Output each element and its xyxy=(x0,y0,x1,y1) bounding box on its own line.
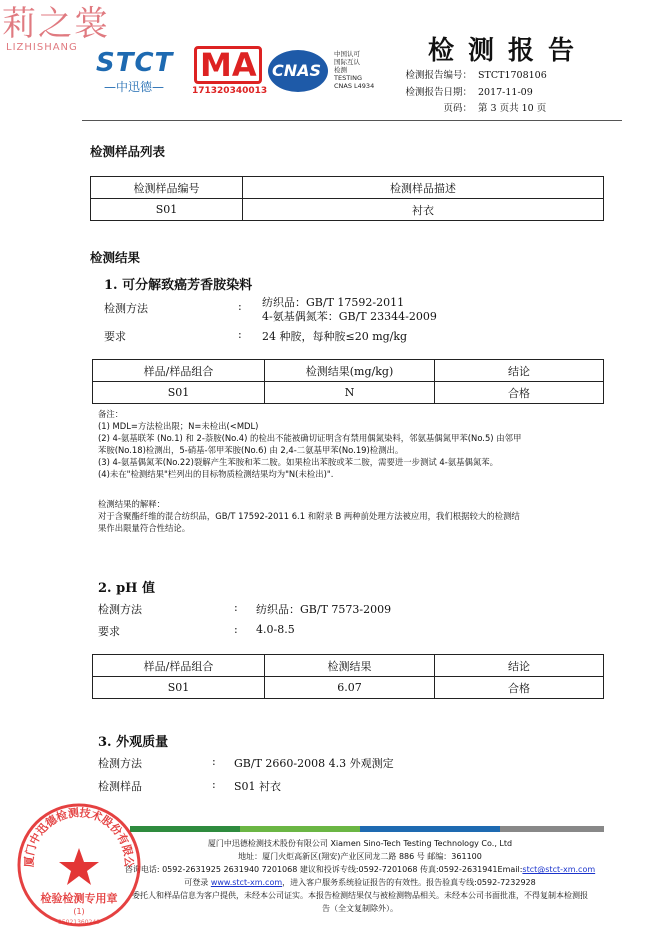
explanation-line: 对于含聚酯纤维的混合纺织品，GB/T 17592-2011 6.1 和附录 B 两种前处理方法被应用，我们根据较大的检测结 xyxy=(98,511,520,521)
footer-email-link[interactable]: stct@stct-xm.com xyxy=(522,865,596,874)
report-date-label: 检测报告日期： xyxy=(405,87,472,98)
cnas-info-line: 检测 xyxy=(334,66,347,74)
table-header-row xyxy=(93,360,604,382)
footer-disclaimer-2: 告（全文复制除外）。 xyxy=(322,904,398,913)
note-line: (1) MDL=方法检出限；N=未检出(<MDL) xyxy=(98,421,259,431)
page-number-label: 页码： xyxy=(443,103,472,114)
page-number-row xyxy=(398,100,546,114)
footer-bar-segment xyxy=(500,826,604,832)
report-date-row xyxy=(398,84,533,98)
method-label: 检测方法 xyxy=(104,302,148,315)
footer-color-bar xyxy=(130,826,604,832)
requirement-label: 要求 xyxy=(98,625,120,638)
report-number-row xyxy=(398,67,547,81)
table-header-row xyxy=(93,655,604,677)
sample-label: 检测样品 xyxy=(98,780,142,793)
table-row xyxy=(91,199,604,221)
table-cell: 6.07 xyxy=(265,677,435,699)
footer-bar-segment xyxy=(130,826,240,832)
section1-title: 1. 可分解致癌芳香胺染料 xyxy=(104,278,253,293)
ma-logo xyxy=(194,46,266,98)
footer-address: 地址：厦门火炬高新区(翔安)产业区同龙二路 886 号 邮编：361100 xyxy=(238,852,482,861)
requirement-label: 要求 xyxy=(104,330,126,343)
section1-result-table xyxy=(92,359,604,404)
watermark-en: LIZHISHANG xyxy=(6,42,78,53)
method-label: 检测方法 xyxy=(98,603,142,616)
report-title: 检测报告 xyxy=(428,36,589,66)
footer-contacts xyxy=(70,864,650,875)
seal-sub-text: 检验检测专用章 xyxy=(40,892,118,905)
cnas-info-line: TESTING xyxy=(334,74,362,82)
table-row xyxy=(93,677,604,699)
header-divider xyxy=(82,120,622,121)
seal-arc-text: 厦门中迅德检测技术股份有限公 xyxy=(22,806,136,868)
table-cell: S01 xyxy=(93,677,265,699)
section3-title: 3. 外观质量 xyxy=(98,735,169,750)
method-value: GB/T 2660-2008 4.3 外观测定 xyxy=(234,757,394,770)
table-header-cell: 结论 xyxy=(435,655,604,677)
method-value: 4-氨基偶氮苯：GB/T 23344-2009 xyxy=(262,310,437,323)
footer-disclaimer-1: 委托人和样品信息为客户提供，未经本公司证实。本报告检测结果仅与被检测物品相关。未经本公司书面批准，不得复制本检测报 xyxy=(132,891,588,900)
colon: : xyxy=(234,601,238,614)
cnas-info-line: 中国认可 xyxy=(334,50,360,58)
seal-code-text: 35021360240 xyxy=(58,919,100,926)
section3-method-row xyxy=(98,755,578,771)
sample-value: S01 衬衣 xyxy=(234,780,282,793)
seal-num-text: (1) xyxy=(73,907,85,916)
section2-method-row xyxy=(98,601,578,617)
report-number-label: 检测报告编号： xyxy=(405,70,472,81)
section2-result-table xyxy=(92,654,604,699)
cnas-logo-text: CNAS xyxy=(272,61,322,80)
requirement-value: 24 种胺，每种胺≤20 mg/kg xyxy=(262,330,408,343)
note-line: 备注： xyxy=(98,409,124,419)
footer-contacts-text: 咨询电话: 0592-2631925 2631940 7201068 建议和投诉专线:0592-7201068 传真:0592-2631941Email: xyxy=(124,865,523,874)
footer-verify-post: ，进入客户服务系统验证报告的有效性。报告验真专线:0592-7232928 xyxy=(282,878,536,887)
report-number: STCT1708106 xyxy=(478,70,547,81)
table-header-cell: 检测结果 xyxy=(265,655,435,677)
table-header-cell: 检测样品描述 xyxy=(243,177,604,199)
method-value: 纺织品：GB/T 17592-2011 xyxy=(262,296,405,309)
note-line: (3) 4-氨基偶氮苯(No.22)裂解产生苯胺和苯二胺。如果检出苯胺或苯二胺，需要进一步测试 4-氨基偶氮苯。 xyxy=(98,457,498,467)
table-header-row xyxy=(91,177,604,199)
section1-requirement-row xyxy=(104,328,584,344)
watermark-cn: 莉之裳 xyxy=(2,4,110,44)
cnas-logo xyxy=(268,50,330,94)
table-header-cell: 样品/样品组合 xyxy=(93,360,265,382)
note-line: (4)未在"检测结果"栏列出的目标物质检测结果均为"N(未检出)". xyxy=(98,469,334,479)
section1-explanation xyxy=(98,498,608,534)
table-header-cell: 检测结果(mg/kg) xyxy=(265,360,435,382)
page-number: 第 3 页共 10 页 xyxy=(478,103,547,114)
footer-verify-pre: 可登录 xyxy=(184,878,211,887)
method-value: 纺织品：GB/T 7573-2009 xyxy=(256,603,392,616)
section3-sample-row xyxy=(98,778,578,794)
table-header-cell: 检测样品编号 xyxy=(91,177,243,199)
footer-bar-segment xyxy=(360,826,500,832)
colon: : xyxy=(212,755,216,768)
ma-logo-text: MA xyxy=(200,46,257,84)
method-label: 检测方法 xyxy=(98,757,142,770)
note-line: (2) 4-氨基联苯 (No.1) 和 2-萘胺(No.4) 的检出不能被确切证明含有禁用偶氮染料，邻氨基偶氮甲苯(No.5) 由邻甲 xyxy=(98,433,522,443)
section2-title: 2. pH 值 xyxy=(98,581,155,596)
sample-list-heading: 检测样品列表 xyxy=(90,144,166,159)
section2-requirement-row xyxy=(98,623,578,639)
sample-list-table xyxy=(90,176,604,221)
table-cell: S01 xyxy=(93,382,265,404)
table-cell: 衬衣 xyxy=(243,199,604,221)
stct-logo-text: STCT xyxy=(96,48,174,78)
table-header-cell: 结论 xyxy=(435,360,604,382)
table-cell: N xyxy=(265,382,435,404)
explanation-line: 果作出限量符合性结论。 xyxy=(98,523,191,533)
report-date: 2017-11-09 xyxy=(478,87,533,98)
note-line: 苯胺(No.18)检测出，5-硝基-邻甲苯胺(No.6) 由 2,4-二氨基甲苯(No.19)检测出。 xyxy=(98,445,404,455)
company-seal xyxy=(14,800,144,930)
colon: : xyxy=(238,300,242,313)
colon: : xyxy=(238,328,242,341)
table-cell: 合格 xyxy=(435,677,604,699)
requirement-value: 4.0-8.5 xyxy=(256,623,295,636)
cnas-info xyxy=(334,50,394,90)
table-cell: 合格 xyxy=(435,382,604,404)
footer-website-link[interactable]: www.stct-xm.com xyxy=(210,878,283,887)
explanation-title: 检测结果的解释： xyxy=(98,499,165,509)
table-row xyxy=(93,382,604,404)
table-header-cell: 样品/样品组合 xyxy=(93,655,265,677)
results-heading: 检测结果 xyxy=(90,250,141,265)
colon: : xyxy=(212,778,216,791)
ma-logo-number: 171320340013 xyxy=(192,86,268,96)
footer-company: 厦门中迅德检测技术股份有限公司 Xiamen Sino-Tech Testing Technology Co., Ltd xyxy=(207,839,513,848)
cnas-info-line: CNAS L4934 xyxy=(334,82,375,90)
seal-svg xyxy=(14,800,144,930)
section1-notes xyxy=(98,408,608,480)
table-cell: S01 xyxy=(91,199,243,221)
star-icon xyxy=(59,848,99,885)
footer-bar-segment xyxy=(240,826,360,832)
colon: : xyxy=(234,623,238,636)
stct-logo xyxy=(96,48,186,96)
footer-verify xyxy=(70,877,650,888)
cnas-info-line: 国际互认 xyxy=(334,58,360,66)
stct-logo-sub: —中迅德— xyxy=(104,80,165,94)
